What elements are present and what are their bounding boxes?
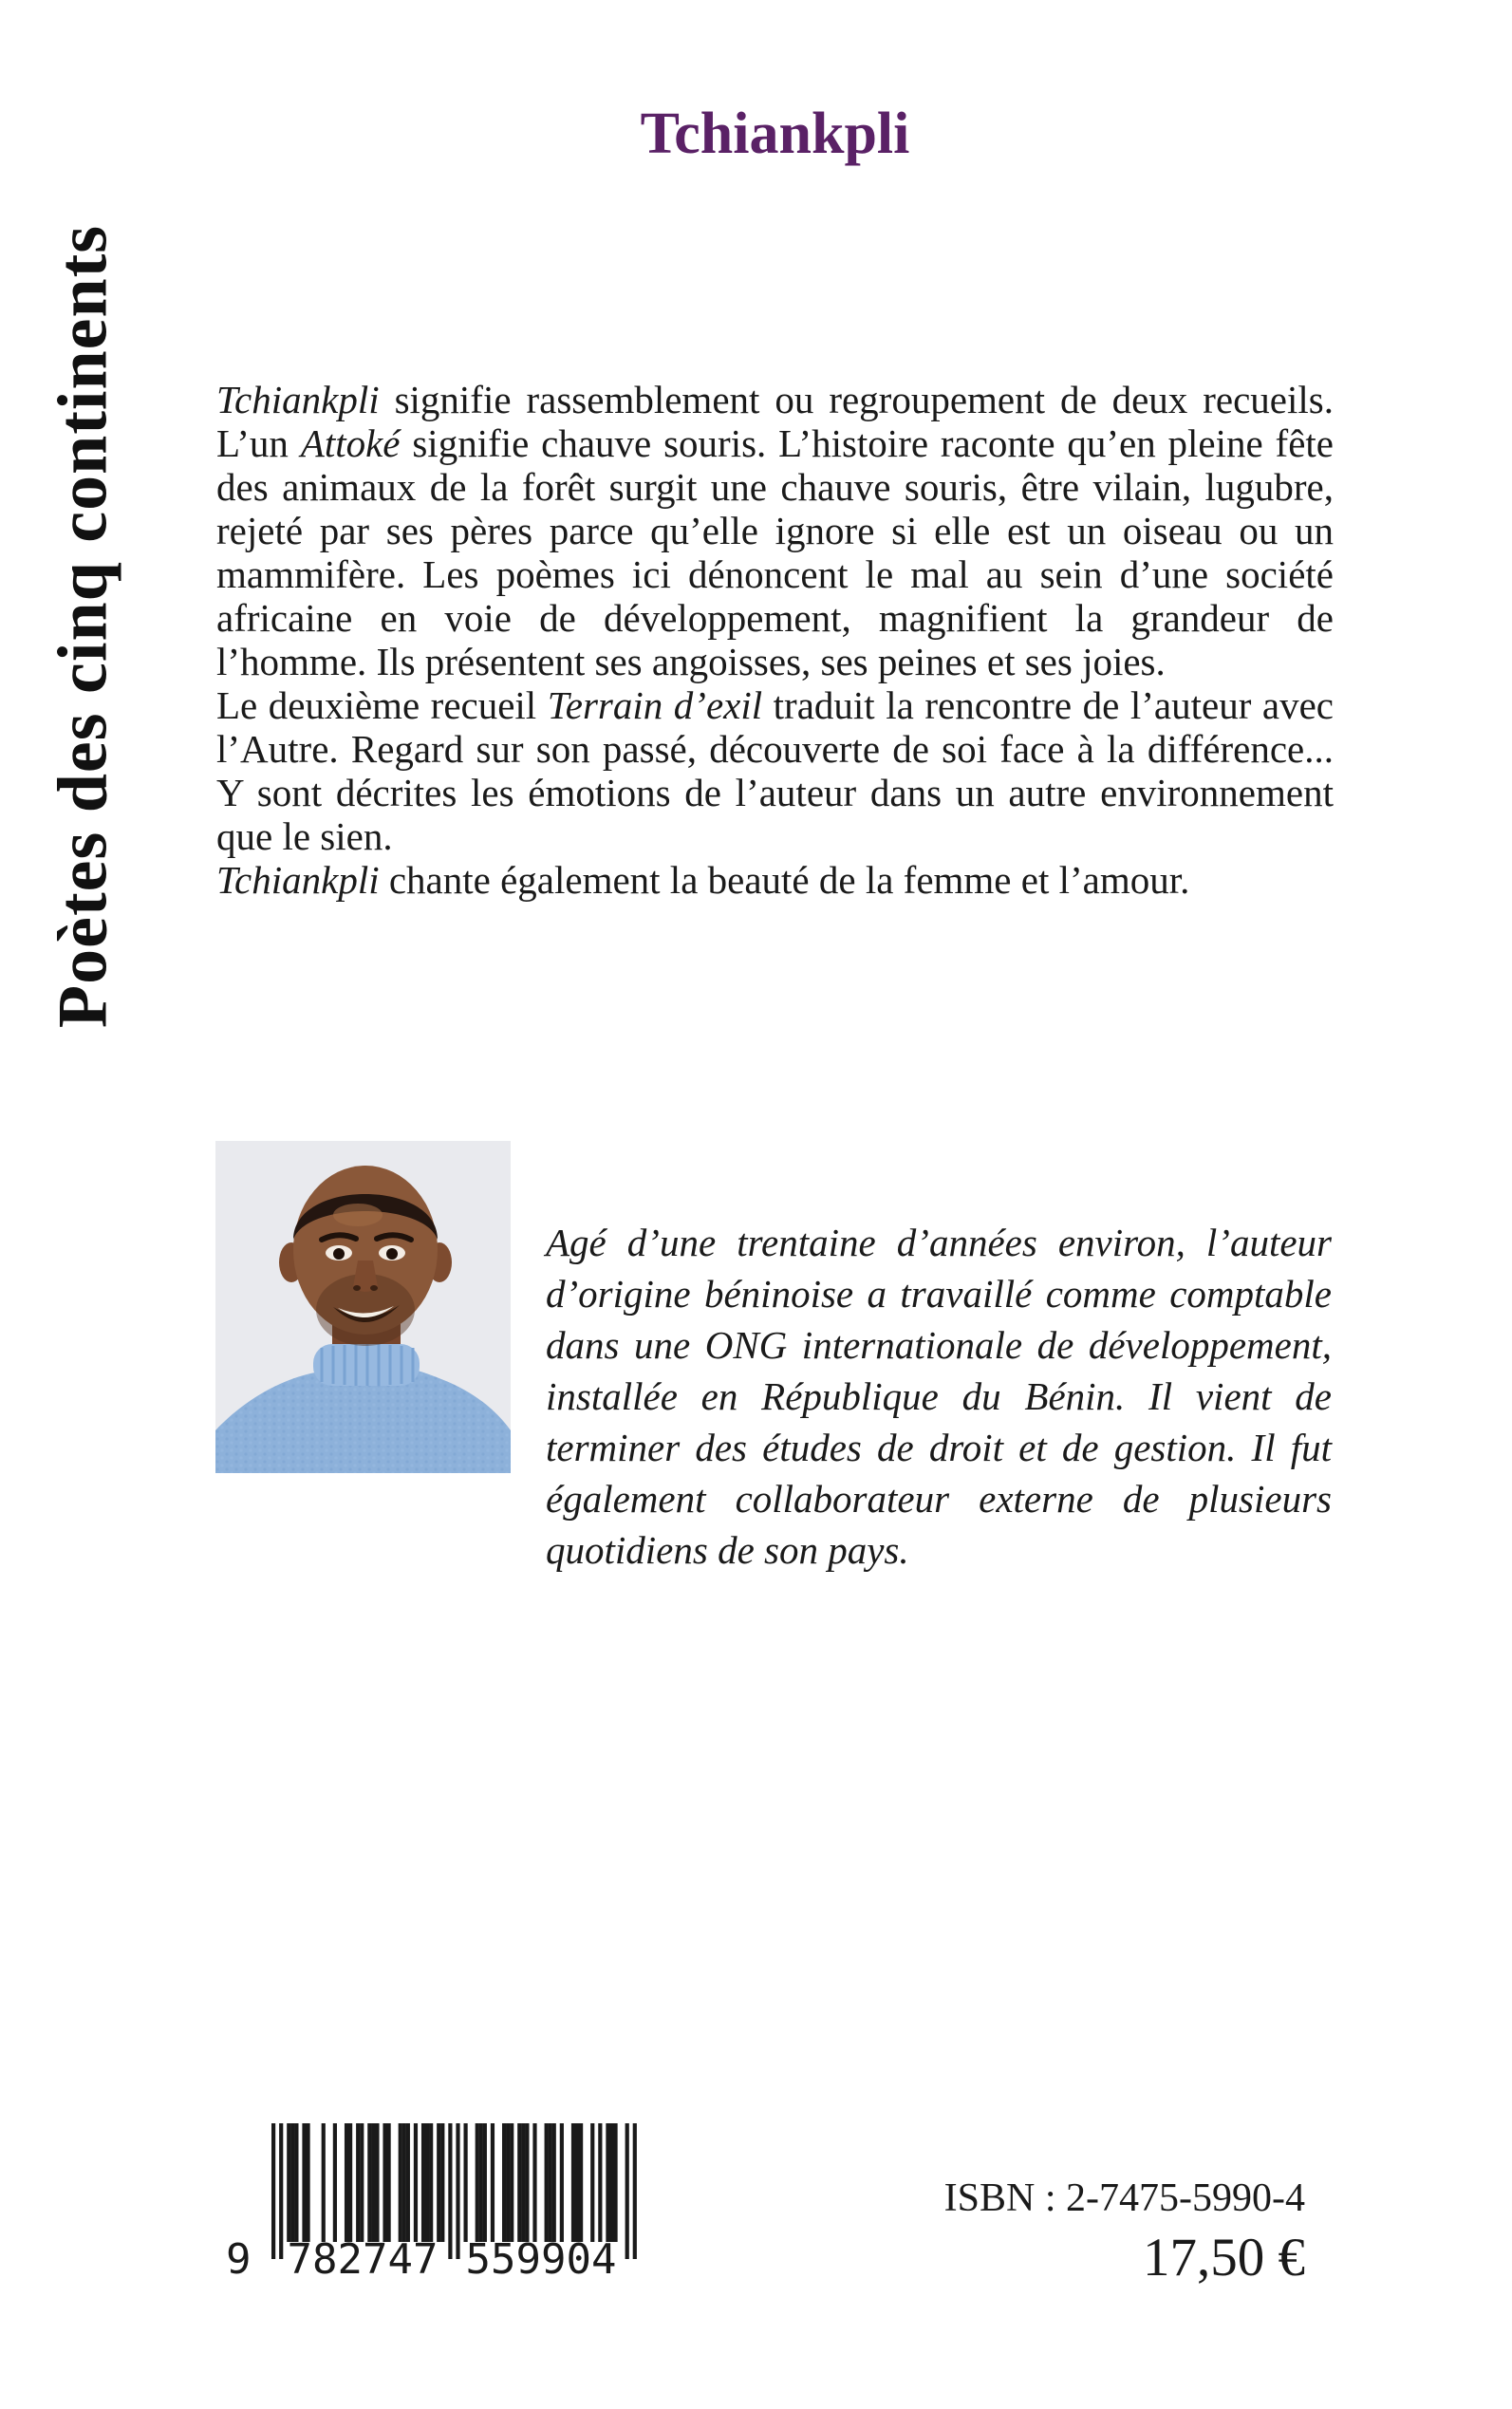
ean13-barcode (226, 2123, 644, 2285)
barcode-digits-right: 559904 (465, 2235, 617, 2284)
inline-title-tchiankpli: Tchiankpli (216, 378, 380, 421)
book-title: Tchiankpli (640, 102, 910, 166)
barcode-digits-left: 782747 (287, 2235, 439, 2284)
synopsis-paragraph-2: Le deuxième recueil Terrain d’exil traduit la rencontre de l’auteur avec l’Autre. Regard sur son passé, découverte de soi face à la différence... Y sont décrites les émotions de l’auteur dans un autre environnement que le sien. (216, 683, 1334, 858)
synopsis (216, 378, 1334, 902)
synopsis-paragraph-1: Tchiankpli signifie rassemblement ou regroupement de deux recueils. L’un Attoké signifie chauve souris. L’histoire raconte qu’en pleine fête des animaux de la forêt surgit une chauve souris, être vilain, lugubre, rejeté par ses pères parce qu’elle ignore si elle est un oiseau ou un mammifère. Les poèmes ici dénoncent le mal au sein d’une société africaine en voie de développement, magnifient la grandeur de l’homme. Ils présentent ses angoisses, ses peines et ses joies. (216, 378, 1334, 683)
author-portrait-illustration (215, 1141, 511, 1473)
inline-title-terrain-dexil: Terrain d’exil (547, 683, 763, 727)
author-photo (215, 1141, 511, 1473)
inline-title-tchiankpli-2: Tchiankpli (216, 858, 380, 902)
price-text: 17,50 € (1143, 2228, 1305, 2288)
inline-title-attoke: Attoké (300, 421, 401, 465)
collection-title: Poètes des cinq continents (44, 224, 122, 1029)
barcode-digit-first: 9 (226, 2235, 252, 2284)
synopsis-paragraph-3: Tchiankpli chante également la beauté de la femme et l’amour. (216, 858, 1190, 902)
author-bio: Agé d’une trentaine d’années environ, l’auteur d’origine béninoise a travaillé comme comptable dans une ONG internationale de développement, installée en République du Bénin. Il vient de terminer des études de droit et de gestion. Il fut également collaborateur externe de plusieurs quotidiens de son pays. (546, 1221, 1332, 1572)
isbn-text: ISBN : 2-7475-5990-4 (943, 2176, 1305, 2220)
